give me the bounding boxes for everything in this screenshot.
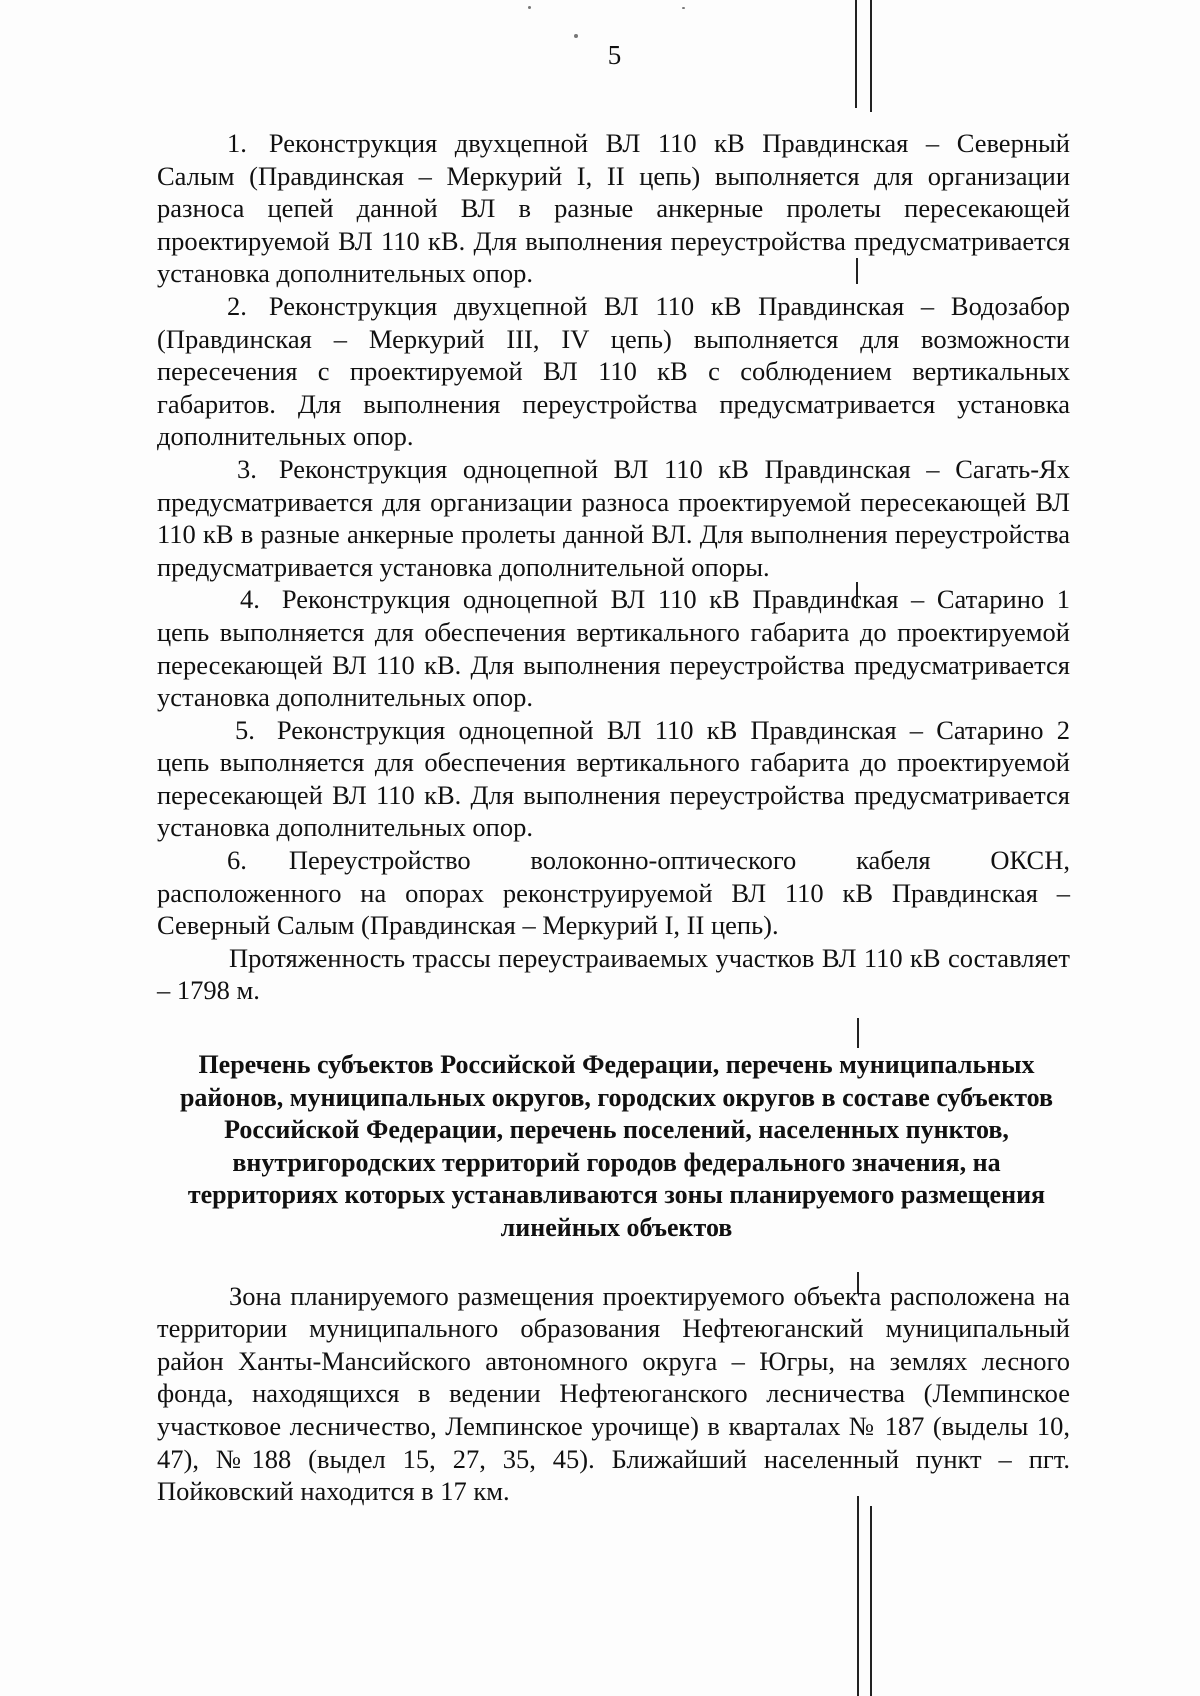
list-item-number: 4. <box>240 584 260 615</box>
list-item-text: Реконструкция двухцепной ВЛ 110 кВ Правдинская – Водозабор (Правдинская – Меркурий III, IV цепь) выполняется для возможности пересечения с проектируемой ВЛ 110 кВ с соблюдением вертикальных габаритов. Для выполнения переустройства предусматривается установка дополнительных опор. <box>157 290 1070 452</box>
list-item-text: Реконструкция двухцепной ВЛ 110 кВ Правдинская – Северный Салым (Правдинская – Меркурий I, II цепь) выполняется для организации разноса цепей данной ВЛ в разные анкерные пролеты пересекающей проектируемой ВЛ 110 кВ. Для выполнения переустройства предусматривается установка дополнительных опор. <box>157 128 1070 289</box>
section-heading: Перечень субъектов Российской Федерации, перечень муниципальных районов, муниципальных округов, городских округов в составе субъектов Российской Федерации, перечень поселений, населенных пунктов, внутригородских территорий городов федерального значения, на территориях которых устанавливаются зоны планируемого размещения линейных объектов <box>179 1050 1054 1242</box>
list-item <box>157 290 1070 453</box>
list-item <box>157 844 1070 942</box>
list-item <box>157 714 1070 844</box>
list-item-text: Реконструкция одноцепной ВЛ 110 кВ Правдинская – Сагать-Ях предусматривается для организации разноса проектируемой пересекающей ВЛ 110 кВ в разные анкерные пролеты данной ВЛ. Для выполнения переустройства предусматривается установка дополнительной опоры. <box>157 453 1070 582</box>
length-paragraph: Протяженность трассы переустраиваемых участков ВЛ 110 кВ составляет – 1798 м. <box>157 942 1070 1006</box>
document-body <box>157 127 1070 1508</box>
scan-line-bottom-1 <box>857 1496 859 1696</box>
list-item-number: 5. <box>235 714 255 745</box>
list-item-number: 2. <box>227 290 247 321</box>
page-number: 5 <box>607 40 622 70</box>
list-item-number: 6. <box>227 845 247 876</box>
list-item-text: Реконструкция одноцепной ВЛ 110 кВ Правдинская – Сатарино 2 цепь выполняется для обеспечения вертикального габарита до проектируемой пересекающей ВЛ 110 кВ. Для выполнения переустройства предусматривается установка дополнительных опор. <box>157 714 1070 843</box>
list-item-text: Реконструкция одноцепной ВЛ 110 кВ Правдинская – Сатарино 1 цепь выполняется для обеспечения вертикального габарита до проектируемой пересекающей ВЛ 110 кВ. Для выполнения переустройства предусматривается установка дополнительных опор. <box>157 584 1070 713</box>
scan-speck <box>682 7 685 9</box>
scan-speck <box>528 6 531 9</box>
list-item <box>157 583 1070 713</box>
list-item-number: 1. <box>227 128 247 158</box>
scan-speck <box>574 34 578 38</box>
list-item <box>157 453 1070 583</box>
list-item-text: Переустройство волоконно-оптического кабеля ОКСН, расположенного на опорах реконструируемой ВЛ 110 кВ Правдинская – Северный Салым (Правдинская – Меркурий I, II цепь). <box>157 845 1070 941</box>
list-item <box>157 127 1070 290</box>
scan-line-bottom-2 <box>870 1506 872 1696</box>
zone-paragraph: Зона планируемого размещения проектируемого объекта расположена на территории муниципального образования Нефтеюганский муниципальный район Ханты-Мансийского автономного округа – Югры, на землях лесного фонда, находящихся в ведении Нефтеюганского лесничества (Лемпинское участковое лесничество, Лемпинское урочище) в кварталах № 187 (выделы 10, 47), №188 (выдел 15, 27, 35, 45). Ближайший населенный пункт – пгт. Пойковский находится в 17 км. <box>157 1280 1070 1507</box>
list-item-number: 3. <box>237 453 257 484</box>
